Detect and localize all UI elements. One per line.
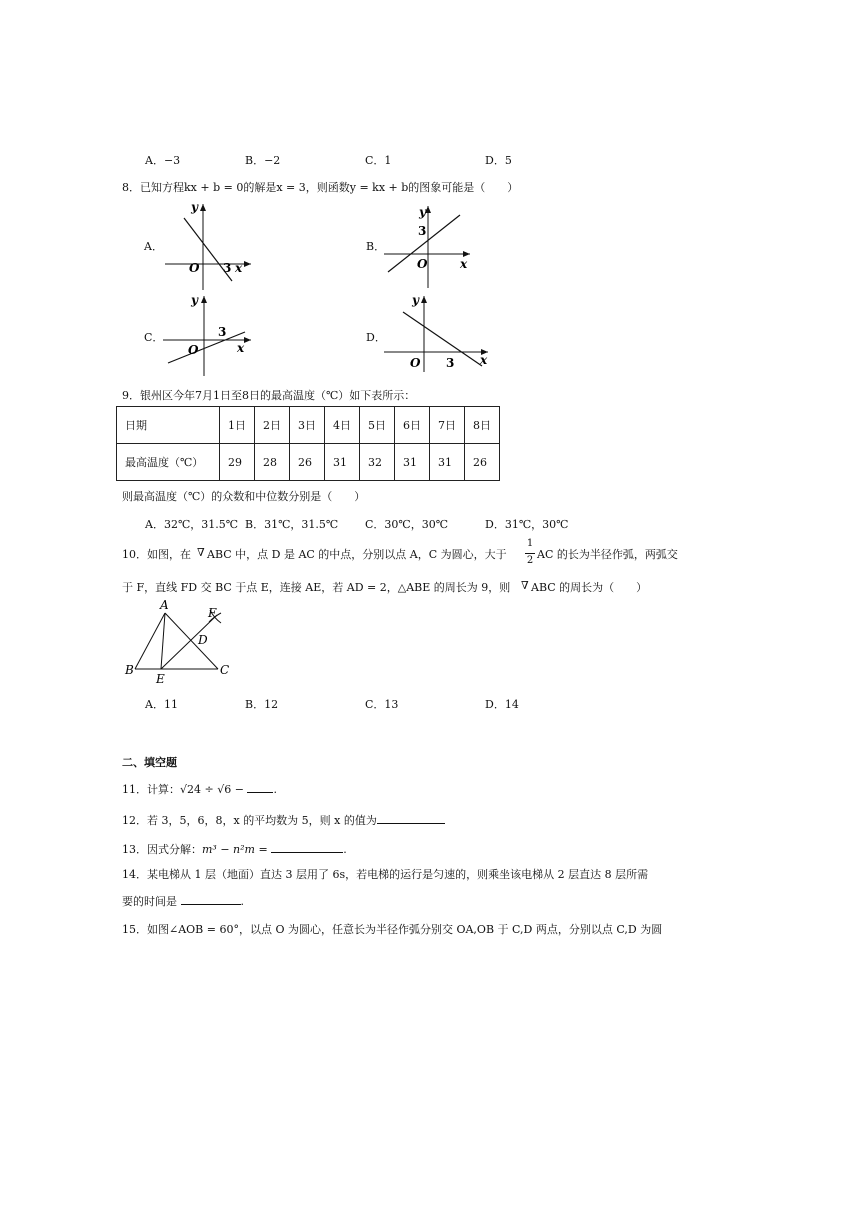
table-cell: 8日 bbox=[465, 407, 500, 444]
q7-option-b: B．−2 bbox=[245, 154, 281, 167]
q13-expr: m³ − n²m = bbox=[202, 843, 268, 856]
q8-option-a-letter: A． bbox=[144, 240, 163, 253]
table-cell: 4日 bbox=[325, 407, 360, 444]
q8b-y-label: y bbox=[419, 205, 426, 219]
q7-option-a: A．−3 bbox=[145, 154, 181, 167]
table-cell: 32 bbox=[360, 444, 395, 481]
q10-triangle-figure bbox=[120, 598, 240, 686]
q8c-x-label: x bbox=[237, 341, 245, 355]
q9-question: 则最高温度（℃）的众数和中位数分别是（ ） bbox=[122, 490, 366, 503]
q13-text: 13．因式分解： bbox=[122, 843, 202, 856]
q9-option-a: A．32℃，31.5℃ bbox=[145, 518, 239, 531]
table-cell: 最高温度（℃） bbox=[117, 444, 220, 481]
q8c-mark-3: 3 bbox=[218, 325, 227, 339]
q8b-x-label: x bbox=[460, 257, 468, 271]
q14-line1: 14．某电梯从 1 层（地面）直达 3 层用了 6s，若电梯的运行是匀速的，则乘坐该电梯从 2 层直达 8 层所需 bbox=[122, 868, 649, 881]
q10-line2-b: ABC 的周长为（ ） bbox=[531, 581, 648, 594]
q11-text: 11．计算： bbox=[122, 783, 180, 796]
q8d-x-label: x bbox=[480, 353, 488, 367]
table-cell: 28 bbox=[255, 444, 290, 481]
q11-tail: . bbox=[273, 783, 277, 796]
q7-option-c: C．1 bbox=[365, 154, 392, 167]
q13-answer-blank[interactable] bbox=[271, 841, 343, 853]
q8c-y-label: y bbox=[191, 293, 198, 307]
q14-line2-row bbox=[122, 893, 244, 909]
q10-tri-symbol-2: ∇ bbox=[521, 579, 529, 592]
section-title: 二、填空题 bbox=[122, 756, 177, 769]
q8-option-b-letter: B． bbox=[366, 240, 386, 253]
q8-graph-b bbox=[384, 198, 474, 294]
table-cell: 日期 bbox=[117, 407, 220, 444]
q14-answer-blank[interactable] bbox=[181, 893, 241, 905]
q10-frac-num: 1 bbox=[526, 538, 534, 549]
table-cell: 31 bbox=[395, 444, 430, 481]
q14-tail: . bbox=[240, 895, 244, 908]
q10-frac-bar bbox=[525, 553, 535, 554]
q8-graph-c bbox=[163, 290, 258, 380]
q7-option-d: D．5 bbox=[485, 154, 512, 167]
q10-option-b: B．12 bbox=[245, 698, 279, 711]
q8a-x-label: x bbox=[235, 261, 243, 275]
table-row bbox=[117, 444, 500, 481]
q8-stem: 8．已知方程kx + b = 0的解是x = 3，则函数y = kx + b的图象可能是（ ） bbox=[122, 181, 519, 194]
q8a-origin: O bbox=[189, 261, 200, 275]
table-cell: 7日 bbox=[430, 407, 465, 444]
q10-line1-b: ABC 中，点 D 是 AC 的中点，分别以点 A，C 为圆心，大于 bbox=[207, 548, 507, 561]
q13-tail: . bbox=[343, 843, 347, 856]
table-cell: 2日 bbox=[255, 407, 290, 444]
q10-line2: 于 F，直线 FD 交 BC 于点 E，连接 AE，若 AD = 2，△ABE 的周长为 9，则 bbox=[122, 581, 511, 594]
q10-line1-c: AC 的长为半径作弧，两弧交 bbox=[537, 548, 678, 561]
q8b-mark-3: 3 bbox=[418, 224, 427, 238]
q10-label-a: A bbox=[160, 598, 169, 612]
table-cell: 6日 bbox=[395, 407, 430, 444]
q10-label-f: F bbox=[208, 606, 217, 620]
q10-tri-symbol: ∇ bbox=[197, 546, 205, 559]
q12 bbox=[122, 812, 445, 828]
q8-option-d-letter: D． bbox=[366, 331, 386, 344]
q11-expr: √24 ÷ √6 − bbox=[180, 783, 244, 796]
temperature-table bbox=[116, 406, 500, 481]
q10-label-b: B bbox=[125, 663, 134, 677]
q9-option-b: B．31℃，31.5℃ bbox=[245, 518, 339, 531]
table-cell: 29 bbox=[220, 444, 255, 481]
q8-graph-a bbox=[165, 198, 265, 294]
q8b-origin: O bbox=[417, 257, 428, 271]
table-cell: 31 bbox=[325, 444, 360, 481]
table-cell: 26 bbox=[465, 444, 500, 481]
q8a-y-label: y bbox=[191, 200, 198, 214]
q11 bbox=[122, 781, 277, 797]
q10-option-c: C．13 bbox=[365, 698, 399, 711]
table-cell: 26 bbox=[290, 444, 325, 481]
q10-frac-den: 2 bbox=[526, 555, 534, 566]
q8-option-c-letter: C． bbox=[144, 331, 164, 344]
q10-line1-a: 10．如图，在 bbox=[122, 548, 191, 561]
q9-option-d: D．31℃，30℃ bbox=[485, 518, 569, 531]
q10-label-e: E bbox=[156, 672, 165, 686]
q8d-origin: O bbox=[410, 356, 421, 370]
q9-stem: 9．银州区今年7月1日至8日的最高温度（℃）如下表所示： bbox=[122, 389, 416, 402]
q8-graph-d bbox=[384, 290, 494, 376]
q11-answer-blank[interactable] bbox=[247, 781, 273, 793]
q15-line1: 15．如图∠AOB = 60°，以点 O 为圆心，任意长为半径作弧分别交 OA,OB 于 C,D 两点，分别以点 C,D 为圆 bbox=[122, 923, 663, 936]
table-header-row bbox=[117, 407, 500, 444]
q8a-mark-3: 3 bbox=[223, 261, 232, 275]
table-cell: 5日 bbox=[360, 407, 395, 444]
q10-option-d: D．14 bbox=[485, 698, 519, 711]
table-cell: 3日 bbox=[290, 407, 325, 444]
table-cell: 1日 bbox=[220, 407, 255, 444]
q10-label-d: D bbox=[198, 633, 208, 647]
q12-text: 12．若 3，5，6，8，x 的平均数为 5，则 x 的值为 bbox=[122, 814, 377, 827]
q8d-y-label: y bbox=[412, 293, 419, 307]
q9-option-c: C．30℃，30℃ bbox=[365, 518, 449, 531]
q13 bbox=[122, 841, 347, 857]
q12-answer-blank[interactable] bbox=[377, 812, 445, 824]
q10-option-a: A．11 bbox=[145, 698, 178, 711]
table-cell: 31 bbox=[430, 444, 465, 481]
q8c-origin: O bbox=[188, 343, 199, 357]
q14-line2: 要的时间是 bbox=[122, 895, 177, 908]
q10-label-c: C bbox=[220, 663, 230, 677]
q8d-mark-3: 3 bbox=[446, 356, 455, 370]
